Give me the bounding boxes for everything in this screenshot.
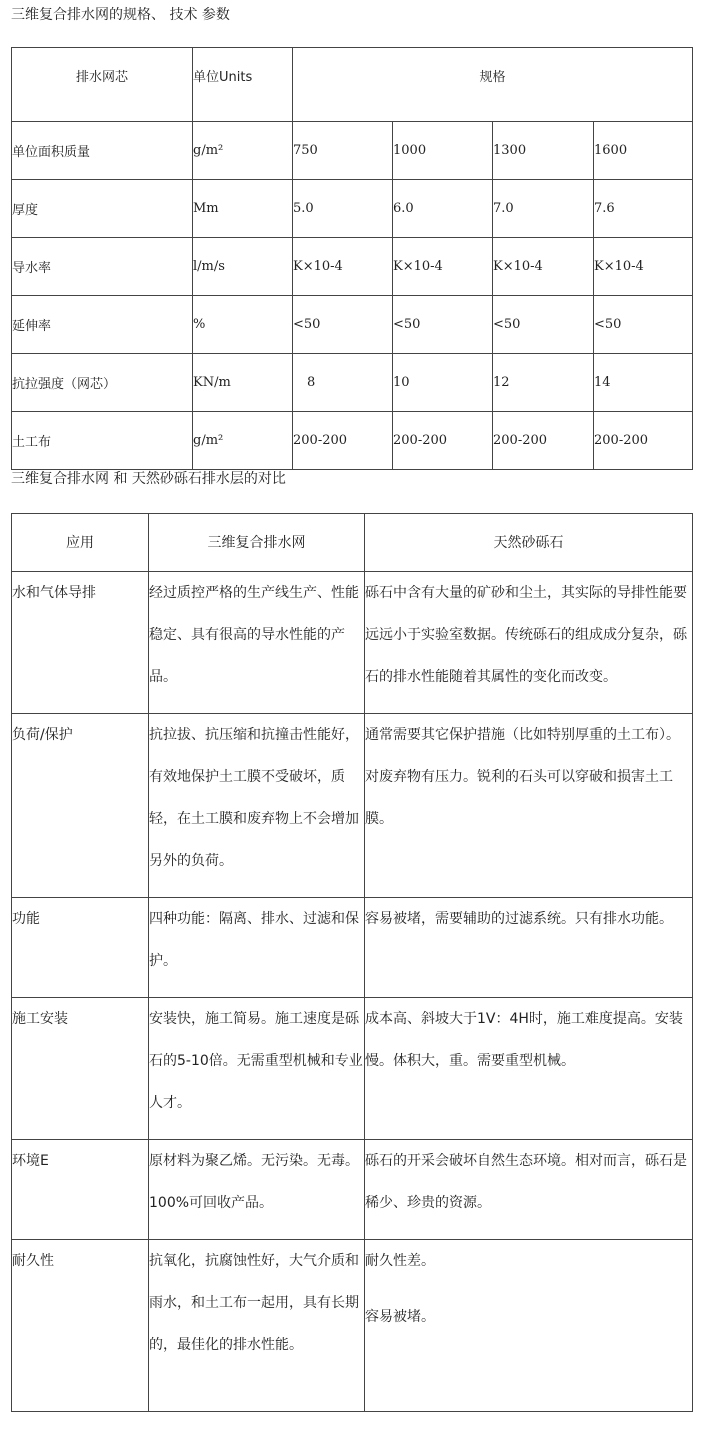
spec-cell: 8 [293, 354, 393, 412]
spec-cell: K×10-4 [594, 238, 693, 296]
row-label: 厚度 [12, 180, 193, 238]
spec-heading: 三维复合排水网的规格、 技术 参数 [11, 7, 230, 23]
row-label: 抗拉强度（网芯） [12, 354, 193, 412]
net-cell: 四种功能：隔离、排水、过滤和保护。 [149, 898, 365, 998]
net-cell: 安装快，施工简易。施工速度是砾石的5-10倍。无需重型机械和专业人才。 [149, 998, 365, 1140]
gravel-cell [365, 1240, 693, 1412]
spec-cell: 5.0 [293, 180, 393, 238]
row-label: 延伸率 [12, 296, 193, 354]
spec-cell: 1600 [594, 122, 693, 180]
row-label: 施工安装 [12, 998, 149, 1140]
table-row [12, 572, 693, 714]
spec-cell: 14 [594, 354, 693, 412]
compare-heading: 三维复合排水网 和 天然砂砾石排水层的对比 [11, 471, 286, 487]
spec-cell: 200-200 [393, 412, 493, 470]
gravel-cell: 成本高、斜坡大于1V：4H时，施工难度提高。安装慢。体积大，重。需要重型机械。 [365, 998, 693, 1140]
net-cell: 抗拉拔、抗压缩和抗撞击性能好，有效地保护土工膜不受破坏，质轻，在土工膜和废弃物上不会增加另外的负荷。 [149, 714, 365, 898]
row-unit: g/m² [193, 122, 293, 180]
table-row [12, 412, 693, 470]
spec-cell: 12 [493, 354, 594, 412]
row-unit: g/m² [193, 412, 293, 470]
row-label: 水和气体导排 [12, 572, 149, 714]
gravel-text-2: 容易被堵。 [365, 1309, 435, 1325]
spec-cell: 200-200 [594, 412, 693, 470]
spec-header-unit: 单位Units [193, 48, 293, 122]
table-row [12, 1140, 693, 1240]
spec-table [11, 47, 693, 470]
spec-cell: 200-200 [493, 412, 594, 470]
net-cell: 经过质控严格的生产线生产、性能稳定、具有很高的导水性能的产品。 [149, 572, 365, 714]
row-label: 环境E [12, 1140, 149, 1240]
table-row [12, 354, 693, 412]
compare-header-application: 应用 [12, 514, 149, 572]
gravel-text: 耐久性差。 [365, 1253, 435, 1269]
table-row [12, 122, 693, 180]
net-cell: 原材料为聚乙烯。无污染。无毒。100%可回收产品。 [149, 1140, 365, 1240]
spec-cell: <50 [393, 296, 493, 354]
table-row [12, 1240, 693, 1412]
table-row [12, 180, 693, 238]
table-row [12, 238, 693, 296]
gravel-cell: 砾石中含有大量的矿砂和尘土，其实际的导排性能要远远小于实验室数据。传统砾石的组成成分复杂，砾石的排水性能随着其属性的变化而改变。 [365, 572, 693, 714]
spec-cell: K×10-4 [393, 238, 493, 296]
row-label: 导水率 [12, 238, 193, 296]
spec-cell: K×10-4 [293, 238, 393, 296]
spec-cell: K×10-4 [493, 238, 594, 296]
table-row [12, 998, 693, 1140]
row-label: 土工布 [12, 412, 193, 470]
table-row [12, 898, 693, 998]
spec-header-spec: 规格 [293, 48, 693, 122]
row-label: 负荷/保护 [12, 714, 149, 898]
row-unit: l/m/s [193, 238, 293, 296]
row-label: 耐久性 [12, 1240, 149, 1412]
row-unit: Mm [193, 180, 293, 238]
table-row [12, 296, 693, 354]
row-label: 功能 [12, 898, 149, 998]
net-cell: 抗氧化，抗腐蚀性好，大气介质和雨水，和土工布一起用，具有长期的，最佳化的排水性能。 [149, 1240, 365, 1412]
spec-cell: 6.0 [393, 180, 493, 238]
spec-cell: 7.6 [594, 180, 693, 238]
row-unit: % [193, 296, 293, 354]
compare-header-net: 三维复合排水网 [149, 514, 365, 572]
compare-table [11, 513, 693, 1412]
spec-cell: 7.0 [493, 180, 594, 238]
gravel-cell: 砾石的开采会破坏自然生态环境。相对而言，砾石是稀少、珍贵的资源。 [365, 1140, 693, 1240]
spec-cell: 200-200 [293, 412, 393, 470]
spec-header-core: 排水网芯 [12, 48, 193, 122]
spec-cell: <50 [293, 296, 393, 354]
spec-cell: 750 [293, 122, 393, 180]
compare-header-gravel: 天然砂砾石 [365, 514, 693, 572]
spec-cell: 1000 [393, 122, 493, 180]
spec-cell: 1300 [493, 122, 594, 180]
gravel-cell: 容易被堵，需要辅助的过滤系统。只有排水功能。 [365, 898, 693, 998]
gravel-cell: 通常需要其它保护措施（比如特别厚重的土工布）。对废弃物有压力。锐利的石头可以穿破和损害土工膜。 [365, 714, 693, 898]
row-label: 单位面积质量 [12, 122, 193, 180]
spec-cell: 10 [393, 354, 493, 412]
table-row [12, 714, 693, 898]
row-unit: KN/m [193, 354, 293, 412]
spec-cell: <50 [594, 296, 693, 354]
spec-cell: <50 [493, 296, 594, 354]
